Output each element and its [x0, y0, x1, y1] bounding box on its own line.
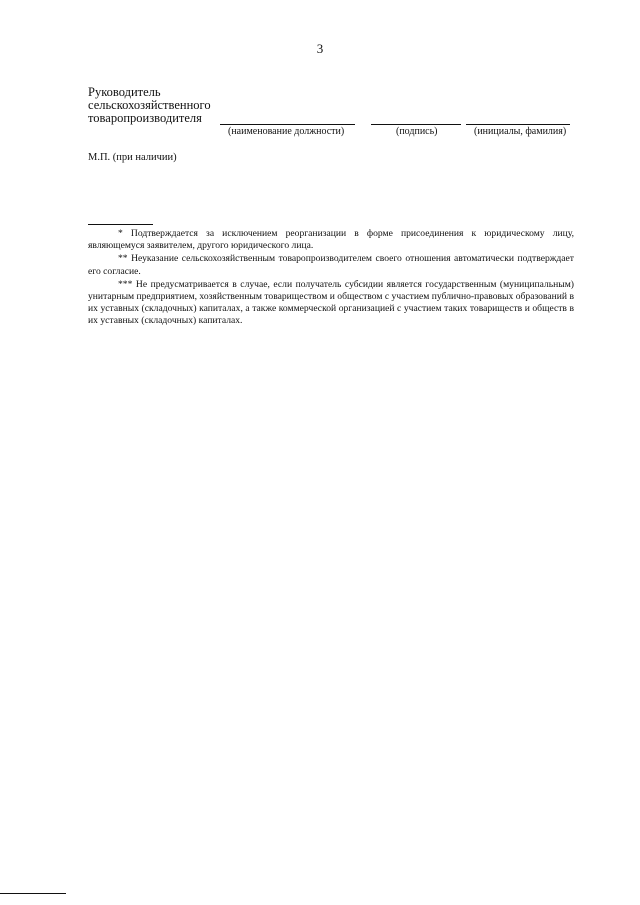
- footnote-3: *** Не предусматривается в случае, если получатель субсидии является государственным (муниципальным) унитарным предприятием, хозяйственным товариществом и обществом с участием публично-правовых образований в их уставных (складочных) капиталах, а также коммерческой организацией с участием таких товариществ и обществ в их уставных (складочных) капиталах.: [88, 278, 574, 327]
- signer-title-line-2: сельскохозяйственного: [88, 98, 211, 112]
- name-signature-line: [466, 124, 570, 125]
- signer-title: [88, 86, 588, 125]
- footnotes: [88, 228, 574, 329]
- footnote-separator: [88, 224, 153, 225]
- signer-title-line-3: товаропроизводителя: [88, 111, 202, 125]
- footnote-1: * Подтверждается за исключением реорганизации в форме присоединения к юридическому лицу, являющемуся заявителем, другого юридического лица.: [88, 228, 574, 252]
- position-caption: (наименование должности): [228, 126, 345, 137]
- signature-caption: (подпись): [396, 126, 438, 137]
- footnote-2: ** Неуказание сельскохозяйственным товаропроизводителем своего отношения автоматически подтверждает его согласие.: [88, 253, 574, 277]
- stamp-placeholder: М.П. (при наличии): [88, 152, 177, 163]
- signer-title-line-1: Руководитель: [88, 85, 161, 99]
- page-corner-rule: [0, 893, 66, 894]
- signature-block: [88, 85, 588, 137]
- signature-line: [371, 124, 461, 125]
- page-number: 3: [316, 41, 324, 56]
- name-caption: (инициалы, фамилия): [474, 126, 567, 137]
- position-signature-line: [220, 124, 355, 125]
